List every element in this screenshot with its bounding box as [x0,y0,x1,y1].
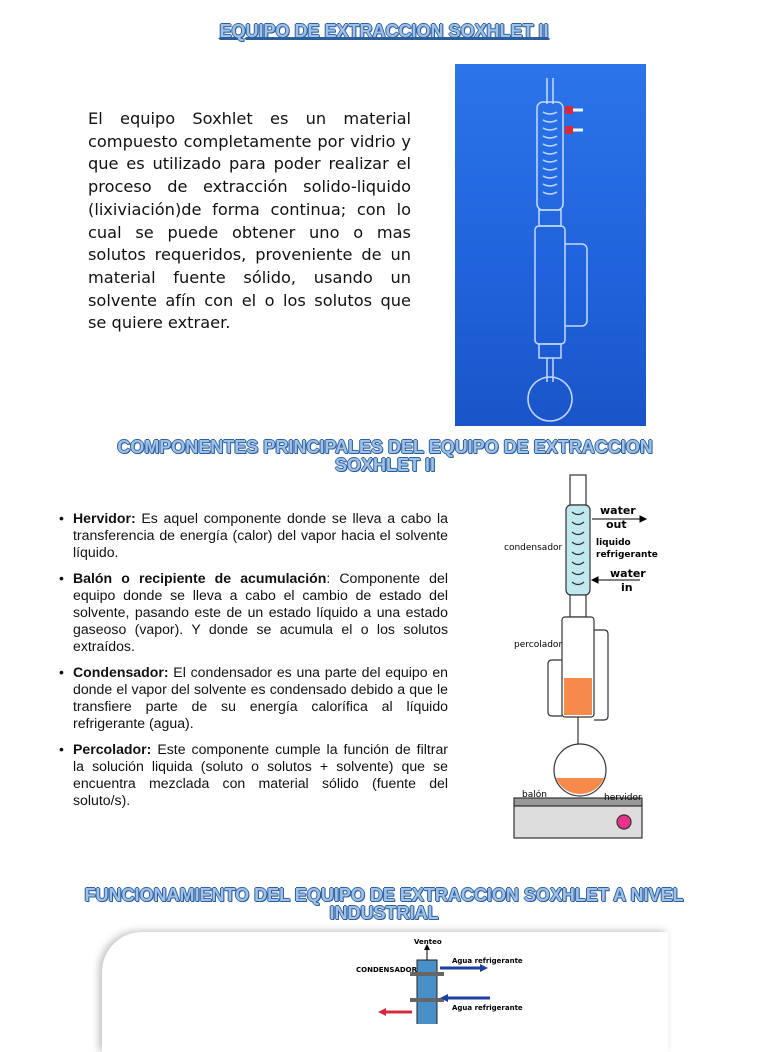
agua-refrigerante-label-2: Agua refrigerante [452,1004,523,1012]
intro-paragraph: El equipo Soxhlet es un material compuesto completamente por vidrio y que es utilizado para poder realizar el proceso de extracción solido-liquido (lixiviación)de forma continua; con lo cual se puede obtener uno o mas solutos requeridos, proveniente de un material fuente sólido, usando un solvente afín con el o los solutos que se quiere extraer. [88,109,411,333]
venteo-label: Venteo [414,938,442,946]
out-label: out [606,518,627,531]
list-item [55,570,448,655]
water-in-label: water [610,567,646,580]
component-term: Balón o recipiente de acumulación [73,570,327,586]
refrigerante-label: refrigerante [596,550,658,560]
liquido-label: liquido [596,538,631,548]
soxhlet-diagram [500,470,660,845]
component-text: : Componente del equipo donde se lleva a cabo el cambio de estado del solvente, pasando este de un estado líquido a una estado gaseoso (vapor). Y donde se acumula el o los solutos extraídos. [73,570,448,654]
in-label: in [621,581,633,594]
list-item [55,741,448,809]
component-text: Este componente cumple la función de filtrar la solución liquida (soluto o solutos + solvente) que se encuentra mezclada con material sólido (fuente del soluto/s). [73,741,448,808]
condensador-industrial-label: CONDENSADOR [356,966,418,974]
hervidor-label: hervidor [604,793,642,803]
industrial-diagram [102,932,668,1052]
balon-label: balón [522,790,547,800]
component-term: Percolador: [73,741,152,757]
component-term: Condensador: [73,664,169,680]
main-title: EQUIPO DE EXTRACCION SOXHLET II [219,21,549,41]
condensador-label: condensador [504,543,563,553]
percolador-label: percolador [514,640,563,650]
component-term: Hervidor: [73,510,136,526]
soxhlet-photo [455,64,646,426]
water-out-label: water [600,504,636,517]
list-item [55,510,448,561]
component-text: Es aquel componente donde se lleva a cabo la transferencia de energía (calor) del vapor hacia el solvente líquido. [73,510,448,560]
list-item [55,664,448,732]
agua-refrigerante-label-1: Agua refrigerante [452,957,523,965]
components-title: COMPONENTES PRINCIPALES DEL EQUIPO DE EXTRACCION SOXHLET II [117,437,653,475]
industrial-title: FUNCIONAMIENTO DEL EQUIPO DE EXTRACCION SOXHLET A NIVEL INDUSTRIAL [84,885,684,923]
components-list [55,510,448,818]
component-text: El condensador es una parte del equipo en donde el vapor del solvente es condensado debido a que le transfiere parte de su energía calorífica al líquido refrigerante (agua). [73,664,448,731]
